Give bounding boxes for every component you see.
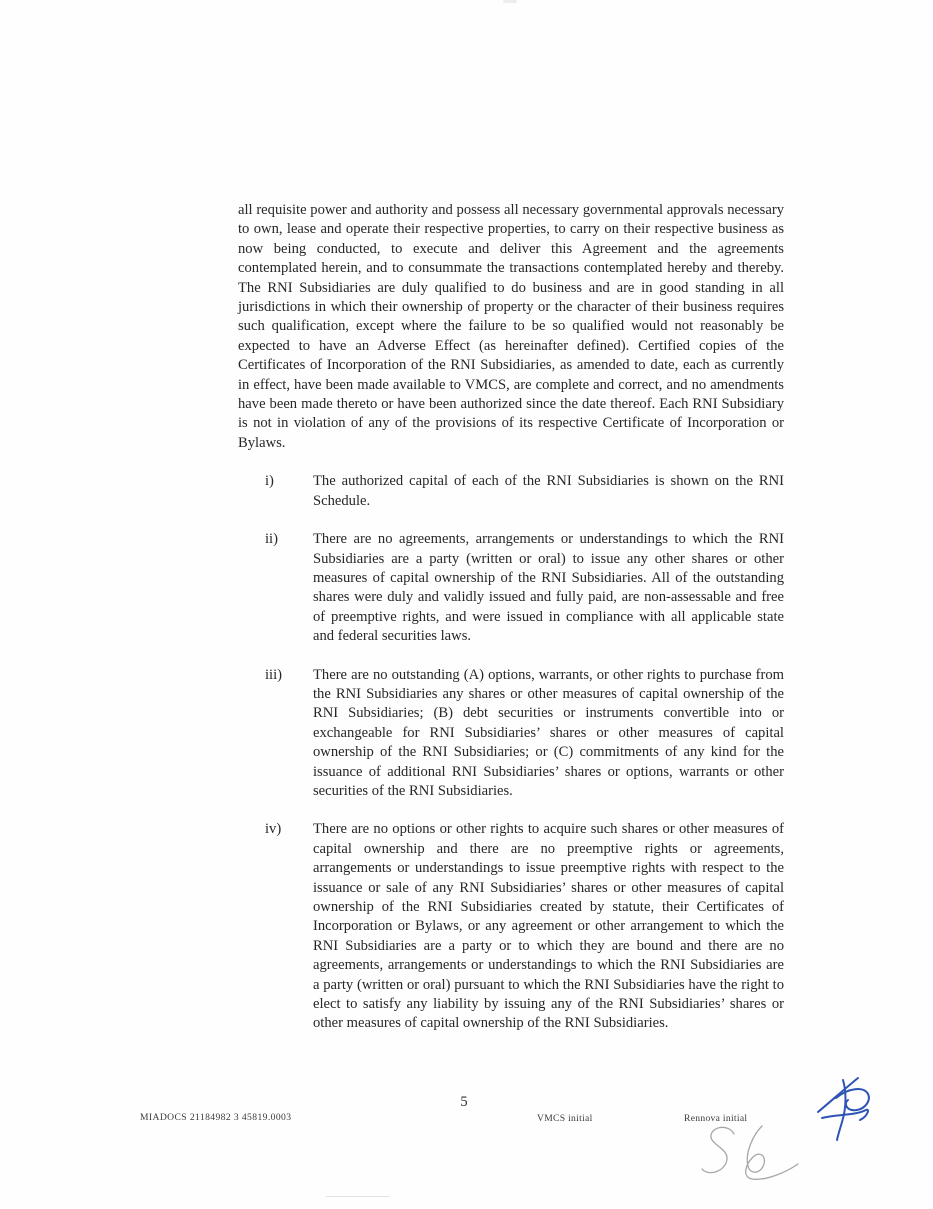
page-number: 5 — [460, 1094, 468, 1110]
footer-doc-id: MIADOCS 21184982 3 45819.0003 — [140, 1112, 292, 1123]
rennova-initial-label: Rennova initial — [684, 1113, 748, 1124]
list-item — [238, 666, 784, 802]
body-text-block — [238, 201, 784, 1034]
list-item-marker: ii) — [265, 531, 278, 548]
rennova-initial-signature — [697, 1121, 803, 1189]
blue-initial-signature — [812, 1072, 886, 1146]
list-item — [238, 472, 784, 511]
list-item-text: There are no options or other rights to acquire such shares or other measures of capital ownership and there are no preemptive rights or agreements, arrangements or understandings to issue preemptive rights with respect to the issuance or sale of any RNI Subsidiaries’ shares or other measures of capital ownership of the RNI Subsidiaries created by statute, their Certificates of Incorporation or Bylaws, or any agreement or other arrangement to which the RNI Subsidiaries are a party or to which they are bound and there are no agreements, arrangements or understandings to which the RNI Subsidiaries are a party (written or oral) pursuant to which the RNI Subsidiaries have the right to elect to satisfy any liability by issuing any of the RNI Subsidiaries’ shares or other measures of capital ownership of the RNI Subsidiaries. — [313, 821, 784, 1032]
intro-paragraph: all requisite power and authority and possess all necessary governmental approvals necessary to own, lease and operate their respective properties, to carry on their respective business as now being conducted, to execute and deliver this Agreement and the agreements contemplated herein, and to consummate the transactions contemplated hereby and thereby. The RNI Subsidiaries are duly qualified to do business and are in good standing in all jurisdictions in which their ownership of property or the character of their business requires such qualification, except where the failure to be so qualified would not reasonably be expected to have an Adverse Effect (as hereinafter defined). Certified copies of the Certificates of Incorporation of the RNI Subsidiaries, as amended to date, each as currently in effect, have been made available to VMCS, are complete and correct, and no amendments have been made thereto or have been authorized since the date thereof. Each RNI Subsidiary is not in violation of any of the provisions of its respective Certificate of Incorporation or Bylaws. — [238, 202, 784, 451]
clause-list — [238, 472, 784, 1034]
list-item — [238, 530, 784, 646]
vmcs-initial-label: VMCS initial — [537, 1113, 593, 1124]
scan-artifact — [503, 0, 517, 3]
list-item-text: The authorized capital of each of the RNI Subsidiaries is shown on the RNI Schedule. — [313, 473, 784, 509]
list-item-marker: i) — [265, 473, 274, 490]
list-item-marker: iv) — [265, 821, 282, 838]
list-item-marker: iii) — [265, 666, 283, 683]
scan-artifact — [326, 1196, 390, 1197]
list-item-text: There are no outstanding (A) options, warrants, or other rights to purchase from the RNI Subsidiaries any shares or other measures of capital ownership of the RNI Subsidiaries; (B) debt securities or instruments convertible into or exchangeable for RNI Subsidiaries’ shares or other measures of capital ownership of the RNI Subsidiaries; or (C) commitments of any kind for the issuance of additional RNI Subsidiaries’ shares or options, warrants or other securities of the RNI Subsidiaries. — [313, 666, 784, 799]
list-item-text: There are no agreements, arrangements or understandings to which the RNI Subsidiaries are a party (written or oral) to issue any other shares or other measures of capital ownership of the RNI Subsidiaries. All of the outstanding shares were duly and validly issued and fully paid, are non-assessable and free of preemptive rights, and were issued in compliance with all applicable state and federal securities laws. — [313, 531, 784, 645]
list-item — [238, 820, 784, 1033]
